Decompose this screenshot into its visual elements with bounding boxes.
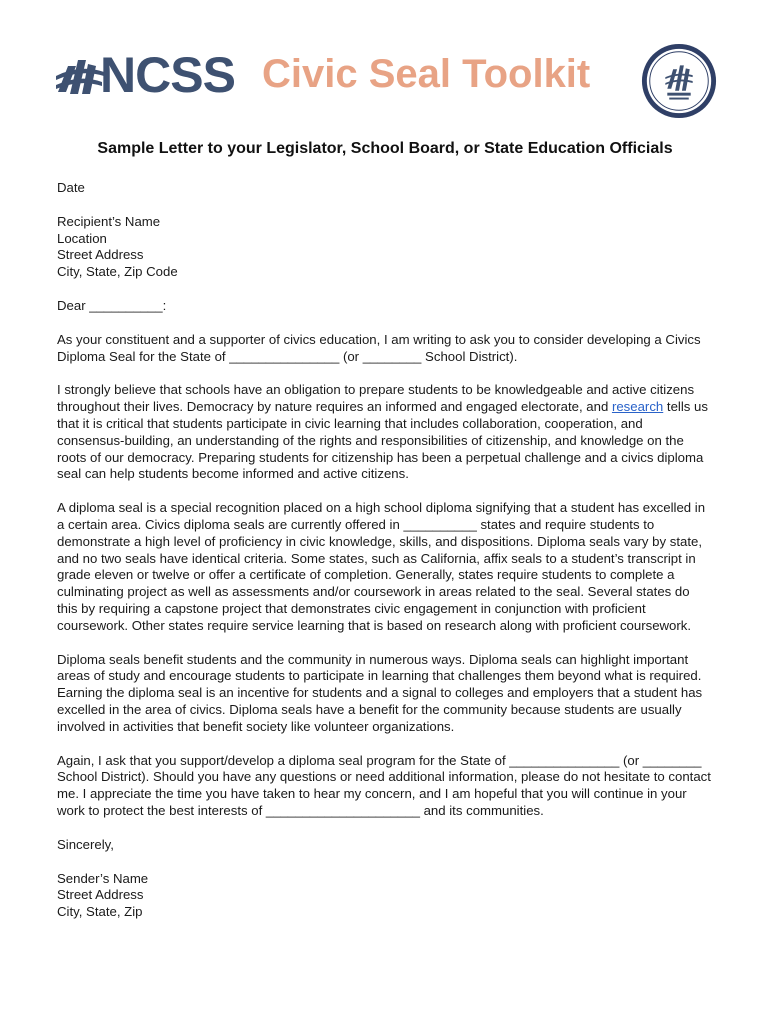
recipient-name: Recipient’s Name	[57, 213, 161, 229]
research-link[interactable]: research	[611, 399, 664, 415]
recipient-location: Location	[57, 230, 107, 246]
sender-block	[57, 871, 712, 921]
letter-body	[57, 180, 712, 938]
closing: Sincerely,	[57, 836, 114, 852]
paragraph-3: A diploma seal is a special recognition placed on a high school diploma signifying that a student has excelled in a certain area. Civics diploma seals are currently offered in __________ states and require students to demonstrate a high level of proficiency in civic knowledge, skills, and dispositions. Diploma seals vary by state, and no two seals have identical criteria. Some states, such as California, affix seals to a student’s transcript in grade eleven or twelve or offer a certificate of completion. Generally, states require students to complete a culminating project as well as assessments and/or coursework in areas related to the seal. Several states do this by requiring a capstone project that demonstrates civic engagement in conjunction with proficient coursework. Other states require service learning that is based on research along with proficient coursework.	[57, 500, 706, 633]
toolkit-title: Civic Seal Toolkit	[262, 52, 591, 96]
recipient-city: City, State, Zip Code	[57, 264, 178, 280]
civic-seal-badge-icon	[640, 42, 718, 120]
sender-name: Sender’s Name	[57, 870, 149, 886]
sender-city: City, State, Zip	[57, 904, 143, 920]
paragraph-1: As your constituent and a supporter of civics education, I am writing to ask you to consider developing a Civics Diploma Seal for the State of _______________ (or ________ School District).	[57, 331, 701, 364]
ncss-wordmark: NCSS	[100, 47, 235, 103]
page-header	[0, 0, 770, 130]
date-line: Date	[57, 180, 85, 195]
recipient-street: Street Address	[57, 247, 144, 263]
ncss-globe-logo-icon	[54, 52, 106, 100]
salutation: Dear __________:	[57, 297, 167, 313]
sender-street: Street Address	[57, 887, 144, 903]
paragraph-4: Diploma seals benefit students and the community in numerous ways. Diploma seals can highlight important areas of study and encourage students to participate in learning that challenges them beyond what is required. Earning the diploma seal is an incentive for students and a signal to colleges and employers that a student has excelled in the area of civics. Diploma seals have a benefit for the community because students are usually involved in activities that benefit society like volunteer organizations.	[57, 651, 703, 734]
paragraph-2	[57, 382, 712, 483]
paragraph-5: Again, I ask that you support/develop a diploma seal program for the State of _______________ (or ________ School District). Should you have any questions or need additional information, please do not hesitate to contact me. I appreciate the time you have taken to hear my concern, and I am hopeful that you will continue in your work to protect the best interests of _____________________ and its communities.	[57, 752, 711, 818]
letter-title: Sample Letter to your Legislator, School Board, or State Education Officials	[97, 140, 673, 157]
paragraph-2-end: tells us that it is critical that students participate in civic learning that includes collaboration, cooperation, and consensus-building, an understanding of the rights and responsibilities of citizenship, and knowledge on the roots of our democracy. Preparing students for citizenship has been a perpetual challenge and a civics diploma seal can help students become informed and active citizens.	[57, 399, 708, 482]
recipient-block	[57, 214, 712, 281]
paragraph-2-start: I strongly believe that schools have an obligation to prepare students to be knowledgeable and active citizens throughout their lives. Democracy by nature requires an informed and engaged electorate, and	[57, 382, 695, 415]
